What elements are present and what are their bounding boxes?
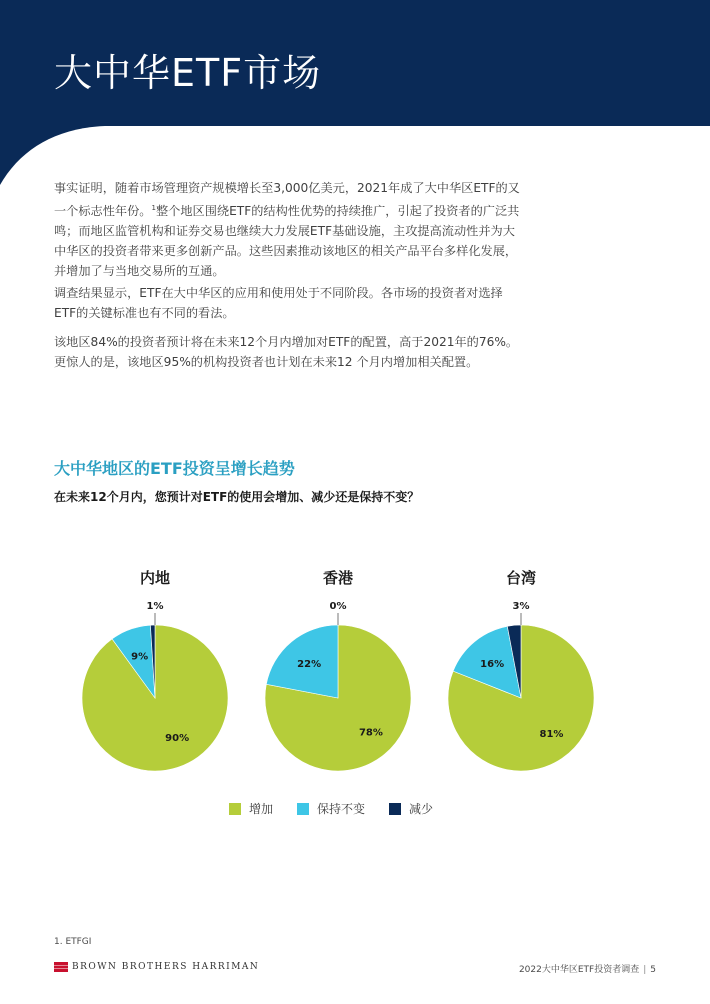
legend-label-decrease: 减少 [409,802,434,816]
pie-label-decrease-1: 0% [329,601,347,612]
intro-paragraph [54,178,520,281]
pie-label-increase-0: 90% [165,733,190,745]
legend-item-increase [229,800,273,817]
legend [0,800,710,820]
pie-label-decrease-0: 1% [146,601,164,612]
legend-swatch-same [297,803,309,815]
intro-text-b: 整个地区围绕ETF的结构性优势的持续推广，引起了投资者的广泛共鸣；而地区监管机构和证券交易也继续大力发展ETF基础设施，主攻提高流动性并为大中华区的投资者带来更多创新产品。这些因素推动该地区的相关产品平台多样化发展，并增加了与当地交易所的互通。 [54,204,520,279]
chart-question: 在未来12个月内，您预计对ETF的使用会增加、减少还是保持不变？ [54,490,420,504]
report-title: 2022大中华区ETF投资者调查 [518,965,640,975]
pie-label-decrease-2: 3% [512,601,530,612]
pie-label-increase-2: 81% [539,729,564,741]
pie-label-same-0: 9% [131,651,149,663]
legend-swatch-increase [229,803,241,815]
footer-logo [54,962,259,972]
footer-report [519,962,656,975]
footnote: 1. ETFGI [54,937,92,947]
pie-label-same-2: 16% [480,659,505,671]
footer-separator: | [643,965,647,975]
logo-text: BROWN BROTHERS HARRIMAN [72,962,260,972]
flag-icon [54,962,68,972]
pie-title-0: 内地 [139,569,171,587]
page-number: 5 [650,965,656,975]
legend-item-decrease [389,800,433,817]
header-curve [0,0,710,200]
chart-title: 大中华地区的ETF投资呈增长趋势 [54,459,295,478]
legend-label-increase: 增加 [249,802,274,816]
survey-paragraph: 调查结果显示，ETF在大中华区的应用和使用处于不同阶段。各市场的投资者对选择ETF的关键标准也有不同的看法。 [54,286,503,320]
legend-label-same: 保持不变 [317,802,366,816]
legend-swatch-decrease [389,803,401,815]
pie-label-same-1: 22% [297,659,322,671]
pie-title-2: 台湾 [505,569,537,587]
allocation-paragraph: 该地区84%的投资者预计将在未来12个月内增加对ETF的配置，高于2021年的76%。更惊人的是，该地区95%的机构投资者也计划在未来12 个月内增加相关配置。 [54,335,519,369]
intro-text-a: 事实证明，随着市场管理资产规模增长至3,000亿美元，2021年成了大中华区ETF的又一个标志性年份。 [54,181,520,219]
pie-title-1: 香港 [322,569,354,587]
footnote-ref: 1 [151,204,156,212]
legend-item-same [297,800,365,817]
pie-label-increase-1: 78% [358,727,383,739]
page-title: 大中华ETF市场 [54,51,322,95]
pie-charts [0,555,710,790]
